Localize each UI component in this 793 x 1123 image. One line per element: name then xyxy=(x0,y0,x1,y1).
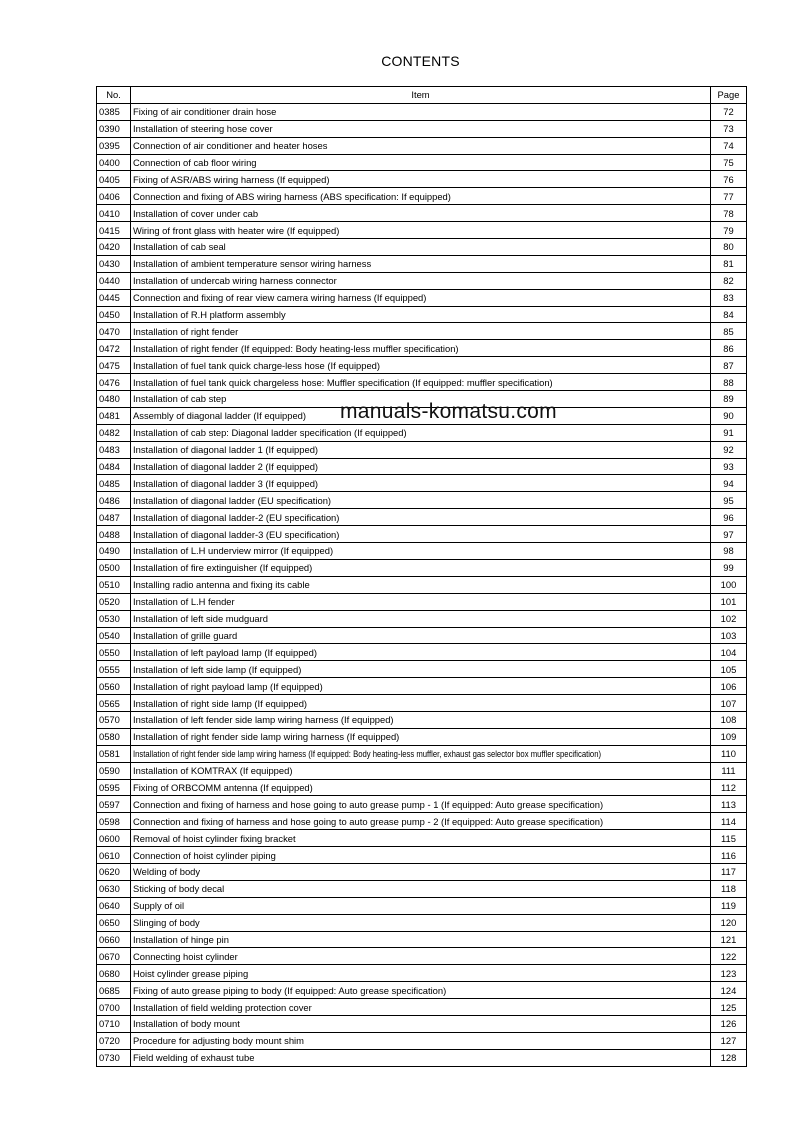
row-number: 0485 xyxy=(97,475,131,492)
table-row xyxy=(97,779,747,796)
row-item: Installation of body mount xyxy=(133,1018,240,1030)
row-number: 0650 xyxy=(97,914,131,931)
table-row xyxy=(97,627,747,644)
row-number: 0660 xyxy=(97,931,131,948)
table-row xyxy=(97,171,747,188)
row-item: Installation of right fender xyxy=(133,325,239,337)
row-number: 0610 xyxy=(97,847,131,864)
watermark: manuals-komatsu.com xyxy=(340,400,557,423)
row-item: Connection and fixing of ABS wiring harness (ABS specification: If equipped) xyxy=(133,190,451,202)
row-page: 105 xyxy=(711,661,747,678)
table-row xyxy=(97,492,747,509)
table-row xyxy=(97,103,747,120)
row-number: 0620 xyxy=(97,863,131,880)
row-page: 101 xyxy=(711,593,747,610)
row-number: 0720 xyxy=(97,1032,131,1049)
row-page: 118 xyxy=(711,880,747,897)
row-page: 92 xyxy=(711,441,747,458)
row-item: Installation of R.H platform assembly xyxy=(133,309,286,321)
row-number: 0430 xyxy=(97,255,131,272)
row-item: Field welding of exhaust tube xyxy=(133,1052,255,1064)
table-row xyxy=(97,695,747,712)
row-item: Installation of diagonal ladder-3 (EU specification) xyxy=(133,528,340,540)
row-item: Installation of KOMTRAX (If equipped) xyxy=(133,765,293,777)
row-number: 0400 xyxy=(97,154,131,171)
row-page: 102 xyxy=(711,610,747,627)
row-item: Supply of oil xyxy=(133,900,185,912)
row-number: 0510 xyxy=(97,576,131,593)
row-item: Installation of cab step: Diagonal ladder specification (If equipped) xyxy=(133,427,407,439)
row-page: 112 xyxy=(711,779,747,796)
row-item: Installation of right fender side lamp wiring harness (If equipped) xyxy=(133,731,400,743)
table-row xyxy=(97,796,747,813)
table-row xyxy=(97,222,747,239)
row-page: 107 xyxy=(711,695,747,712)
row-item: Installation of L.H underview mirror (If equipped) xyxy=(133,545,334,557)
row-number: 0395 xyxy=(97,137,131,154)
row-number: 0730 xyxy=(97,1049,131,1066)
row-item: Installation of cab seal xyxy=(133,241,226,253)
table-row xyxy=(97,576,747,593)
table-row xyxy=(97,661,747,678)
row-item: Fixing of ASR/ABS wiring harness (If equipped) xyxy=(133,173,330,185)
row-item: Installation of fuel tank quick charge-less hose (If equipped) xyxy=(133,359,381,371)
table-row xyxy=(97,762,747,779)
row-page: 127 xyxy=(711,1032,747,1049)
row-page: 122 xyxy=(711,948,747,965)
row-item: Fixing of auto grease piping to body (If equipped: Auto grease specification) xyxy=(133,984,447,996)
row-item: Installation of fuel tank quick chargeless hose: Muffler specification (If equipped: muffler specification) xyxy=(133,376,553,388)
table-row xyxy=(97,205,747,222)
row-number: 0550 xyxy=(97,644,131,661)
table-row xyxy=(97,982,747,999)
page-title: CONTENTS xyxy=(381,53,460,69)
row-item: Installation of grille guard xyxy=(133,629,238,641)
table-header-row xyxy=(97,87,747,104)
table-row xyxy=(97,323,747,340)
row-page: 77 xyxy=(711,188,747,205)
row-item: Installation of cab step xyxy=(133,393,227,405)
row-number: 0405 xyxy=(97,171,131,188)
row-item: Connection and fixing of harness and hose going to auto grease pump - 1 (If equipped: Auto grease specification) xyxy=(133,798,604,810)
table-row xyxy=(97,813,747,830)
row-number: 0490 xyxy=(97,543,131,560)
row-number: 0670 xyxy=(97,948,131,965)
row-number: 0488 xyxy=(97,526,131,543)
table-row xyxy=(97,593,747,610)
row-page: 88 xyxy=(711,374,747,391)
row-page: 90 xyxy=(711,407,747,424)
table-row xyxy=(97,340,747,357)
row-page: 85 xyxy=(711,323,747,340)
table-row xyxy=(97,559,747,576)
table-row xyxy=(97,239,747,256)
table-row xyxy=(97,272,747,289)
row-page: 128 xyxy=(711,1049,747,1066)
row-item: Installation of fire extinguisher (If equipped) xyxy=(133,562,313,574)
row-page: 103 xyxy=(711,627,747,644)
row-item: Connection of hoist cylinder piping xyxy=(133,849,276,861)
row-number: 0580 xyxy=(97,728,131,745)
row-number: 0710 xyxy=(97,1015,131,1032)
row-number: 0472 xyxy=(97,340,131,357)
table-row xyxy=(97,897,747,914)
row-item: Slinging of body xyxy=(133,917,200,929)
row-page: 116 xyxy=(711,847,747,864)
row-number: 0595 xyxy=(97,779,131,796)
row-page: 72 xyxy=(711,103,747,120)
table-row xyxy=(97,289,747,306)
row-page: 109 xyxy=(711,728,747,745)
row-number: 0680 xyxy=(97,965,131,982)
row-number: 0450 xyxy=(97,306,131,323)
row-item: Installation of diagonal ladder 1 (If equipped) xyxy=(133,444,319,456)
table-row xyxy=(97,374,747,391)
table-row xyxy=(97,255,747,272)
row-number: 0500 xyxy=(97,559,131,576)
row-number: 0385 xyxy=(97,103,131,120)
table-row xyxy=(97,1032,747,1049)
row-number: 0486 xyxy=(97,492,131,509)
row-item: Connecting hoist cylinder xyxy=(133,950,238,962)
table-row xyxy=(97,880,747,897)
row-item: Installation of cover under cab xyxy=(133,207,259,219)
row-number: 0415 xyxy=(97,222,131,239)
row-number: 0555 xyxy=(97,661,131,678)
table-row xyxy=(97,154,747,171)
row-number: 0590 xyxy=(97,762,131,779)
column-header-item: Item xyxy=(131,87,711,104)
row-item: Installation of right payload lamp (If equipped) xyxy=(133,680,323,692)
table-row xyxy=(97,458,747,475)
row-number: 0410 xyxy=(97,205,131,222)
row-number: 0480 xyxy=(97,391,131,408)
row-item: Removal of hoist cylinder fixing bracket xyxy=(133,832,296,844)
row-number: 0420 xyxy=(97,239,131,256)
row-item: Fixing of air conditioner drain hose xyxy=(133,106,277,118)
table-row xyxy=(97,644,747,661)
row-number: 0484 xyxy=(97,458,131,475)
table-row xyxy=(97,610,747,627)
row-item: Installation of right fender side lamp wiring harness (If equipped: Body heating-less muffler, exhaust gas selector box muffler specification) xyxy=(133,748,602,760)
row-number: 0390 xyxy=(97,120,131,137)
table-row xyxy=(97,678,747,695)
row-page: 94 xyxy=(711,475,747,492)
row-page: 97 xyxy=(711,526,747,543)
row-number: 0581 xyxy=(97,745,131,762)
row-number: 0481 xyxy=(97,407,131,424)
table-body xyxy=(97,103,747,1066)
table-row xyxy=(97,120,747,137)
table-row xyxy=(97,188,747,205)
row-item: Sticking of body decal xyxy=(133,883,225,895)
row-number: 0476 xyxy=(97,374,131,391)
row-item: Connection of air conditioner and heater hoses xyxy=(133,140,328,152)
row-page: 119 xyxy=(711,897,747,914)
table-row xyxy=(97,424,747,441)
row-page: 74 xyxy=(711,137,747,154)
row-page: 111 xyxy=(711,762,747,779)
row-number: 0600 xyxy=(97,830,131,847)
row-number: 0520 xyxy=(97,593,131,610)
row-number: 0530 xyxy=(97,610,131,627)
row-page: 86 xyxy=(711,340,747,357)
table-row xyxy=(97,306,747,323)
row-item: Installation of left payload lamp (If equipped) xyxy=(133,646,317,658)
table-row xyxy=(97,509,747,526)
row-item: Installation of diagonal ladder (EU specification) xyxy=(133,494,332,506)
row-number: 0640 xyxy=(97,897,131,914)
row-page: 80 xyxy=(711,239,747,256)
row-page: 79 xyxy=(711,222,747,239)
row-item: Installation of right fender (If equipped: Body heating-less muffler specification) xyxy=(133,342,459,354)
row-page: 121 xyxy=(711,931,747,948)
table-row xyxy=(97,863,747,880)
row-page: 123 xyxy=(711,965,747,982)
row-page: 110 xyxy=(711,745,747,762)
column-header-no: No. xyxy=(97,87,131,104)
row-page: 104 xyxy=(711,644,747,661)
row-page: 99 xyxy=(711,559,747,576)
row-number: 0560 xyxy=(97,678,131,695)
row-number: 0406 xyxy=(97,188,131,205)
row-item: Installation of diagonal ladder 2 (If equipped) xyxy=(133,461,319,473)
table-row xyxy=(97,847,747,864)
table-row xyxy=(97,745,747,762)
row-number: 0540 xyxy=(97,627,131,644)
row-item: Fixing of ORBCOMM antenna (If equipped) xyxy=(133,781,313,793)
row-item: Installation of field welding protection cover xyxy=(133,1001,312,1013)
row-item: Installation of left fender side lamp wiring harness (If equipped) xyxy=(133,714,394,726)
row-number: 0700 xyxy=(97,999,131,1016)
row-number: 0482 xyxy=(97,424,131,441)
row-item: Connection and fixing of harness and hose going to auto grease pump - 2 (If equipped: Auto grease specification) xyxy=(133,815,604,827)
row-page: 73 xyxy=(711,120,747,137)
row-page: 89 xyxy=(711,391,747,408)
row-page: 93 xyxy=(711,458,747,475)
row-page: 98 xyxy=(711,543,747,560)
row-page: 100 xyxy=(711,576,747,593)
row-item: Installation of ambient temperature sensor wiring harness xyxy=(133,258,372,270)
row-page: 126 xyxy=(711,1015,747,1032)
row-item: Assembly of diagonal ladder (If equipped) xyxy=(133,410,307,422)
row-number: 0483 xyxy=(97,441,131,458)
table-row xyxy=(97,728,747,745)
table-row xyxy=(97,1015,747,1032)
row-number: 0470 xyxy=(97,323,131,340)
table-row xyxy=(97,441,747,458)
table-row xyxy=(97,475,747,492)
row-page: 81 xyxy=(711,255,747,272)
row-item: Procedure for adjusting body mount shim xyxy=(133,1035,304,1047)
row-page: 95 xyxy=(711,492,747,509)
row-item: Installation of right side lamp (If equipped) xyxy=(133,697,308,709)
table-row xyxy=(97,931,747,948)
row-item: Welding of body xyxy=(133,866,201,878)
row-item: Wiring of front glass with heater wire (If equipped) xyxy=(133,224,340,236)
row-item: Installation of L.H fender xyxy=(133,596,235,608)
table-row xyxy=(97,357,747,374)
row-page: 106 xyxy=(711,678,747,695)
table-row xyxy=(97,711,747,728)
row-number: 0570 xyxy=(97,711,131,728)
column-header-page: Page xyxy=(711,87,747,104)
row-item: Installation of left side mudguard xyxy=(133,613,268,625)
row-item: Connection of cab floor wiring xyxy=(133,157,257,168)
row-page: 75 xyxy=(711,154,747,171)
row-item: Hoist cylinder grease piping xyxy=(133,967,249,979)
row-page: 114 xyxy=(711,813,747,830)
contents-table xyxy=(96,86,747,1067)
row-number: 0598 xyxy=(97,813,131,830)
row-item: Installation of hinge pin xyxy=(133,933,229,945)
row-number: 0685 xyxy=(97,982,131,999)
table-row xyxy=(97,830,747,847)
row-page: 91 xyxy=(711,424,747,441)
row-page: 120 xyxy=(711,914,747,931)
table-row xyxy=(97,948,747,965)
table-row xyxy=(97,526,747,543)
row-number: 0565 xyxy=(97,695,131,712)
table-row xyxy=(97,543,747,560)
row-page: 76 xyxy=(711,171,747,188)
row-number: 0630 xyxy=(97,880,131,897)
row-number: 0440 xyxy=(97,272,131,289)
row-page: 124 xyxy=(711,982,747,999)
table-row xyxy=(97,914,747,931)
table-row xyxy=(97,1049,747,1066)
table-row xyxy=(97,965,747,982)
row-number: 0475 xyxy=(97,357,131,374)
row-number: 0487 xyxy=(97,509,131,526)
row-item: Installation of left side lamp (If equipped) xyxy=(133,663,302,675)
row-item: Installation of undercab wiring harness connector xyxy=(133,275,337,287)
row-page: 96 xyxy=(711,509,747,526)
row-page: 78 xyxy=(711,205,747,222)
row-page: 113 xyxy=(711,796,747,813)
row-item: Installing radio antenna and fixing its cable xyxy=(133,579,310,591)
row-page: 84 xyxy=(711,306,747,323)
row-item: Installation of diagonal ladder-2 (EU specification) xyxy=(133,511,340,523)
row-page: 117 xyxy=(711,863,747,880)
row-page: 82 xyxy=(711,272,747,289)
row-item: Installation of diagonal ladder 3 (If equipped) xyxy=(133,477,319,489)
row-page: 108 xyxy=(711,711,747,728)
row-item: Installation of steering hose cover xyxy=(133,123,273,135)
row-page: 125 xyxy=(711,999,747,1016)
row-page: 87 xyxy=(711,357,747,374)
row-number: 0597 xyxy=(97,796,131,813)
table-row xyxy=(97,137,747,154)
table-row xyxy=(97,999,747,1016)
row-number: 0445 xyxy=(97,289,131,306)
row-page: 115 xyxy=(711,830,747,847)
row-item: Connection and fixing of rear view camera wiring harness (If equipped) xyxy=(133,292,427,304)
row-page: 83 xyxy=(711,289,747,306)
